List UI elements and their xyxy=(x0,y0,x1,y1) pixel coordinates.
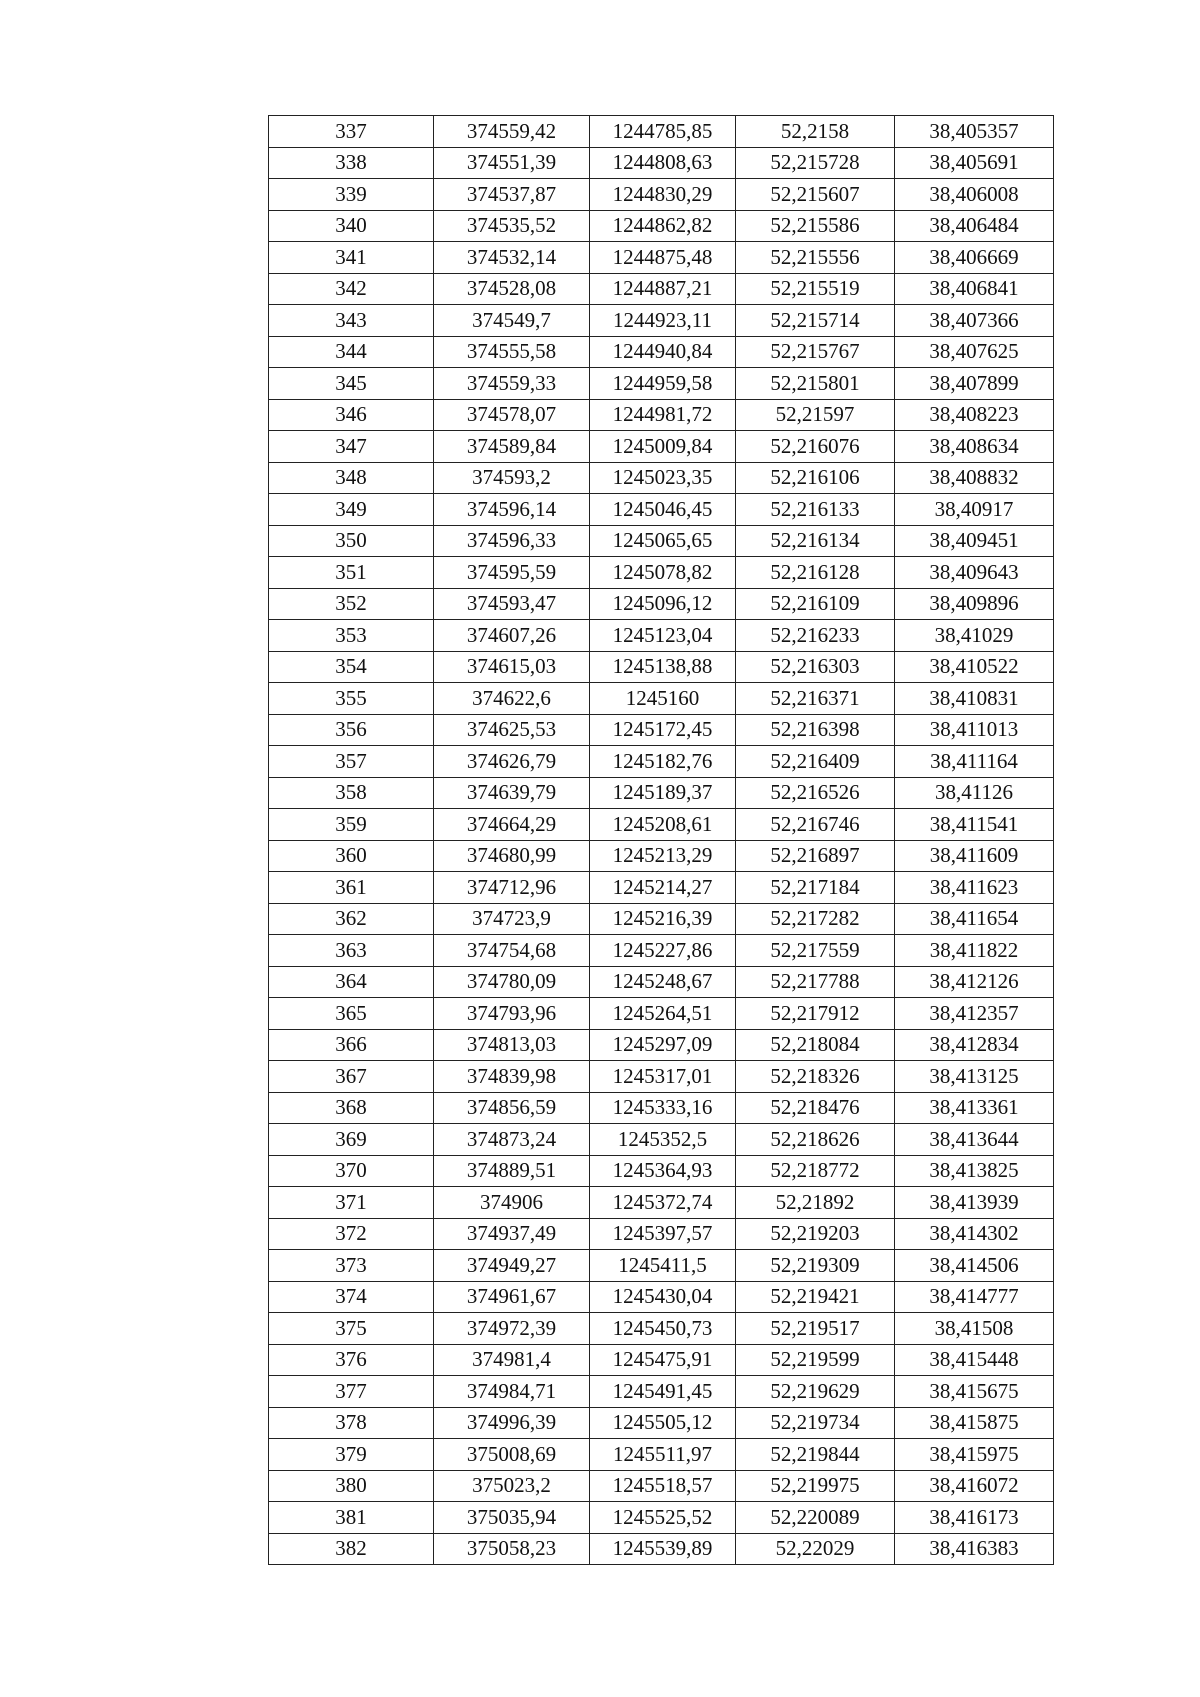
longitude-cell: 38,414777 xyxy=(895,1281,1054,1313)
point-number-cell: 345 xyxy=(269,368,434,400)
longitude-cell: 38,406841 xyxy=(895,273,1054,305)
latitude-cell: 52,217559 xyxy=(736,935,895,967)
longitude-cell: 38,411013 xyxy=(895,714,1054,746)
latitude-cell: 52,219629 xyxy=(736,1376,895,1408)
y-coordinate-cell: 1244875,48 xyxy=(590,242,736,274)
y-coordinate-cell: 1245539,89 xyxy=(590,1533,736,1565)
point-number-cell: 361 xyxy=(269,872,434,904)
point-number-cell: 349 xyxy=(269,494,434,526)
longitude-cell: 38,406008 xyxy=(895,179,1054,211)
x-coordinate-cell: 374639,79 xyxy=(434,777,590,809)
point-number-cell: 352 xyxy=(269,588,434,620)
x-coordinate-cell: 374949,27 xyxy=(434,1250,590,1282)
point-number-cell: 375 xyxy=(269,1313,434,1345)
y-coordinate-cell: 1245397,57 xyxy=(590,1218,736,1250)
latitude-cell: 52,219734 xyxy=(736,1407,895,1439)
point-number-cell: 379 xyxy=(269,1439,434,1471)
x-coordinate-cell: 374937,49 xyxy=(434,1218,590,1250)
point-number-cell: 377 xyxy=(269,1376,434,1408)
point-number-cell: 350 xyxy=(269,525,434,557)
latitude-cell: 52,215767 xyxy=(736,336,895,368)
longitude-cell: 38,406484 xyxy=(895,210,1054,242)
y-coordinate-cell: 1245172,45 xyxy=(590,714,736,746)
table-row xyxy=(269,305,1054,337)
x-coordinate-cell: 374723,9 xyxy=(434,903,590,935)
longitude-cell: 38,411654 xyxy=(895,903,1054,935)
table-row xyxy=(269,777,1054,809)
x-coordinate-cell: 374555,58 xyxy=(434,336,590,368)
longitude-cell: 38,414506 xyxy=(895,1250,1054,1282)
longitude-cell: 38,405691 xyxy=(895,147,1054,179)
longitude-cell: 38,41508 xyxy=(895,1313,1054,1345)
y-coordinate-cell: 1245525,52 xyxy=(590,1502,736,1534)
latitude-cell: 52,216233 xyxy=(736,620,895,652)
y-coordinate-cell: 1245138,88 xyxy=(590,651,736,683)
x-coordinate-cell: 374906 xyxy=(434,1187,590,1219)
table-row xyxy=(269,1439,1054,1471)
longitude-cell: 38,406669 xyxy=(895,242,1054,274)
point-number-cell: 372 xyxy=(269,1218,434,1250)
latitude-cell: 52,215519 xyxy=(736,273,895,305)
longitude-cell: 38,413125 xyxy=(895,1061,1054,1093)
latitude-cell: 52,219844 xyxy=(736,1439,895,1471)
y-coordinate-cell: 1245208,61 xyxy=(590,809,736,841)
x-coordinate-cell: 374535,52 xyxy=(434,210,590,242)
latitude-cell: 52,217184 xyxy=(736,872,895,904)
x-coordinate-cell: 375008,69 xyxy=(434,1439,590,1471)
latitude-cell: 52,216371 xyxy=(736,683,895,715)
latitude-cell: 52,218326 xyxy=(736,1061,895,1093)
longitude-cell: 38,415975 xyxy=(895,1439,1054,1471)
longitude-cell: 38,407366 xyxy=(895,305,1054,337)
x-coordinate-cell: 374551,39 xyxy=(434,147,590,179)
table-row xyxy=(269,1155,1054,1187)
x-coordinate-cell: 374595,59 xyxy=(434,557,590,589)
y-coordinate-cell: 1245160 xyxy=(590,683,736,715)
table-row xyxy=(269,116,1054,148)
x-coordinate-cell: 374780,09 xyxy=(434,966,590,998)
point-number-cell: 338 xyxy=(269,147,434,179)
table-row xyxy=(269,683,1054,715)
latitude-cell: 52,216303 xyxy=(736,651,895,683)
latitude-cell: 52,215728 xyxy=(736,147,895,179)
latitude-cell: 52,216106 xyxy=(736,462,895,494)
point-number-cell: 347 xyxy=(269,431,434,463)
table-row xyxy=(269,494,1054,526)
y-coordinate-cell: 1245518,57 xyxy=(590,1470,736,1502)
y-coordinate-cell: 1245214,27 xyxy=(590,872,736,904)
latitude-cell: 52,216134 xyxy=(736,525,895,557)
table-row xyxy=(269,399,1054,431)
table-row xyxy=(269,557,1054,589)
x-coordinate-cell: 374984,71 xyxy=(434,1376,590,1408)
x-coordinate-cell: 374889,51 xyxy=(434,1155,590,1187)
table-row xyxy=(269,368,1054,400)
x-coordinate-cell: 374839,98 xyxy=(434,1061,590,1093)
point-number-cell: 359 xyxy=(269,809,434,841)
coordinates-table-body xyxy=(269,116,1054,1565)
latitude-cell: 52,215801 xyxy=(736,368,895,400)
y-coordinate-cell: 1245009,84 xyxy=(590,431,736,463)
latitude-cell: 52,217912 xyxy=(736,998,895,1030)
longitude-cell: 38,413361 xyxy=(895,1092,1054,1124)
table-row xyxy=(269,903,1054,935)
longitude-cell: 38,416383 xyxy=(895,1533,1054,1565)
latitude-cell: 52,219599 xyxy=(736,1344,895,1376)
y-coordinate-cell: 1245248,67 xyxy=(590,966,736,998)
x-coordinate-cell: 374593,2 xyxy=(434,462,590,494)
latitude-cell: 52,216897 xyxy=(736,840,895,872)
longitude-cell: 38,411164 xyxy=(895,746,1054,778)
x-coordinate-cell: 374680,99 xyxy=(434,840,590,872)
table-row xyxy=(269,714,1054,746)
y-coordinate-cell: 1244940,84 xyxy=(590,336,736,368)
table-row xyxy=(269,1187,1054,1219)
table-row xyxy=(269,1092,1054,1124)
latitude-cell: 52,219203 xyxy=(736,1218,895,1250)
y-coordinate-cell: 1245216,39 xyxy=(590,903,736,935)
x-coordinate-cell: 374589,84 xyxy=(434,431,590,463)
longitude-cell: 38,411541 xyxy=(895,809,1054,841)
x-coordinate-cell: 374972,39 xyxy=(434,1313,590,1345)
point-number-cell: 368 xyxy=(269,1092,434,1124)
x-coordinate-cell: 374996,39 xyxy=(434,1407,590,1439)
latitude-cell: 52,215586 xyxy=(736,210,895,242)
latitude-cell: 52,216409 xyxy=(736,746,895,778)
longitude-cell: 38,41126 xyxy=(895,777,1054,809)
point-number-cell: 346 xyxy=(269,399,434,431)
table-row xyxy=(269,746,1054,778)
table-row xyxy=(269,1218,1054,1250)
table-row xyxy=(269,1533,1054,1565)
x-coordinate-cell: 375035,94 xyxy=(434,1502,590,1534)
latitude-cell: 52,215714 xyxy=(736,305,895,337)
x-coordinate-cell: 374532,14 xyxy=(434,242,590,274)
y-coordinate-cell: 1244830,29 xyxy=(590,179,736,211)
table-row xyxy=(269,242,1054,274)
longitude-cell: 38,412834 xyxy=(895,1029,1054,1061)
point-number-cell: 365 xyxy=(269,998,434,1030)
y-coordinate-cell: 1244959,58 xyxy=(590,368,736,400)
point-number-cell: 339 xyxy=(269,179,434,211)
table-row xyxy=(269,651,1054,683)
y-coordinate-cell: 1245227,86 xyxy=(590,935,736,967)
table-row xyxy=(269,1061,1054,1093)
table-row xyxy=(269,1281,1054,1313)
latitude-cell: 52,218084 xyxy=(736,1029,895,1061)
longitude-cell: 38,413939 xyxy=(895,1187,1054,1219)
latitude-cell: 52,216526 xyxy=(736,777,895,809)
x-coordinate-cell: 374981,4 xyxy=(434,1344,590,1376)
x-coordinate-cell: 374961,67 xyxy=(434,1281,590,1313)
longitude-cell: 38,407625 xyxy=(895,336,1054,368)
point-number-cell: 382 xyxy=(269,1533,434,1565)
point-number-cell: 363 xyxy=(269,935,434,967)
point-number-cell: 354 xyxy=(269,651,434,683)
latitude-cell: 52,216133 xyxy=(736,494,895,526)
table-row xyxy=(269,147,1054,179)
y-coordinate-cell: 1244981,72 xyxy=(590,399,736,431)
point-number-cell: 340 xyxy=(269,210,434,242)
latitude-cell: 52,217282 xyxy=(736,903,895,935)
table-row xyxy=(269,1407,1054,1439)
point-number-cell: 381 xyxy=(269,1502,434,1534)
x-coordinate-cell: 374793,96 xyxy=(434,998,590,1030)
y-coordinate-cell: 1244808,63 xyxy=(590,147,736,179)
x-coordinate-cell: 374664,29 xyxy=(434,809,590,841)
longitude-cell: 38,416173 xyxy=(895,1502,1054,1534)
x-coordinate-cell: 374622,6 xyxy=(434,683,590,715)
x-coordinate-cell: 374559,42 xyxy=(434,116,590,148)
x-coordinate-cell: 374559,33 xyxy=(434,368,590,400)
y-coordinate-cell: 1245511,97 xyxy=(590,1439,736,1471)
latitude-cell: 52,216076 xyxy=(736,431,895,463)
table-row xyxy=(269,1344,1054,1376)
y-coordinate-cell: 1245078,82 xyxy=(590,557,736,589)
point-number-cell: 357 xyxy=(269,746,434,778)
table-row xyxy=(269,1250,1054,1282)
y-coordinate-cell: 1245317,01 xyxy=(590,1061,736,1093)
point-number-cell: 348 xyxy=(269,462,434,494)
longitude-cell: 38,409643 xyxy=(895,557,1054,589)
table-row xyxy=(269,1470,1054,1502)
latitude-cell: 52,218626 xyxy=(736,1124,895,1156)
longitude-cell: 38,413825 xyxy=(895,1155,1054,1187)
table-row xyxy=(269,431,1054,463)
x-coordinate-cell: 374712,96 xyxy=(434,872,590,904)
latitude-cell: 52,219517 xyxy=(736,1313,895,1345)
table-row xyxy=(269,1124,1054,1156)
point-number-cell: 344 xyxy=(269,336,434,368)
latitude-cell: 52,219421 xyxy=(736,1281,895,1313)
point-number-cell: 378 xyxy=(269,1407,434,1439)
y-coordinate-cell: 1245372,74 xyxy=(590,1187,736,1219)
point-number-cell: 358 xyxy=(269,777,434,809)
longitude-cell: 38,408832 xyxy=(895,462,1054,494)
table-row xyxy=(269,588,1054,620)
x-coordinate-cell: 374615,03 xyxy=(434,651,590,683)
latitude-cell: 52,21892 xyxy=(736,1187,895,1219)
x-coordinate-cell: 374549,7 xyxy=(434,305,590,337)
x-coordinate-cell: 374593,47 xyxy=(434,588,590,620)
point-number-cell: 376 xyxy=(269,1344,434,1376)
y-coordinate-cell: 1245123,04 xyxy=(590,620,736,652)
x-coordinate-cell: 374528,08 xyxy=(434,273,590,305)
table-row xyxy=(269,462,1054,494)
table-row xyxy=(269,840,1054,872)
point-number-cell: 371 xyxy=(269,1187,434,1219)
y-coordinate-cell: 1245297,09 xyxy=(590,1029,736,1061)
longitude-cell: 38,412126 xyxy=(895,966,1054,998)
longitude-cell: 38,408223 xyxy=(895,399,1054,431)
point-number-cell: 356 xyxy=(269,714,434,746)
longitude-cell: 38,409451 xyxy=(895,525,1054,557)
table-row xyxy=(269,935,1054,967)
latitude-cell: 52,2158 xyxy=(736,116,895,148)
point-number-cell: 360 xyxy=(269,840,434,872)
table-row xyxy=(269,1376,1054,1408)
point-number-cell: 367 xyxy=(269,1061,434,1093)
y-coordinate-cell: 1245491,45 xyxy=(590,1376,736,1408)
point-number-cell: 380 xyxy=(269,1470,434,1502)
latitude-cell: 52,216128 xyxy=(736,557,895,589)
y-coordinate-cell: 1245352,5 xyxy=(590,1124,736,1156)
longitude-cell: 38,415675 xyxy=(895,1376,1054,1408)
point-number-cell: 342 xyxy=(269,273,434,305)
x-coordinate-cell: 375023,2 xyxy=(434,1470,590,1502)
y-coordinate-cell: 1245096,12 xyxy=(590,588,736,620)
point-number-cell: 366 xyxy=(269,1029,434,1061)
latitude-cell: 52,22029 xyxy=(736,1533,895,1565)
longitude-cell: 38,407899 xyxy=(895,368,1054,400)
table-row xyxy=(269,620,1054,652)
longitude-cell: 38,413644 xyxy=(895,1124,1054,1156)
x-coordinate-cell: 374856,59 xyxy=(434,1092,590,1124)
y-coordinate-cell: 1245364,93 xyxy=(590,1155,736,1187)
table-row xyxy=(269,1313,1054,1345)
longitude-cell: 38,411623 xyxy=(895,872,1054,904)
latitude-cell: 52,219309 xyxy=(736,1250,895,1282)
x-coordinate-cell: 374607,26 xyxy=(434,620,590,652)
y-coordinate-cell: 1245505,12 xyxy=(590,1407,736,1439)
table-row xyxy=(269,210,1054,242)
point-number-cell: 337 xyxy=(269,116,434,148)
table-row xyxy=(269,966,1054,998)
table-row xyxy=(269,1029,1054,1061)
y-coordinate-cell: 1244785,85 xyxy=(590,116,736,148)
latitude-cell: 52,220089 xyxy=(736,1502,895,1534)
y-coordinate-cell: 1245264,51 xyxy=(590,998,736,1030)
y-coordinate-cell: 1245023,35 xyxy=(590,462,736,494)
y-coordinate-cell: 1244887,21 xyxy=(590,273,736,305)
point-number-cell: 355 xyxy=(269,683,434,715)
y-coordinate-cell: 1245065,65 xyxy=(590,525,736,557)
longitude-cell: 38,41029 xyxy=(895,620,1054,652)
point-number-cell: 374 xyxy=(269,1281,434,1313)
y-coordinate-cell: 1244862,82 xyxy=(590,210,736,242)
point-number-cell: 369 xyxy=(269,1124,434,1156)
x-coordinate-cell: 375058,23 xyxy=(434,1533,590,1565)
y-coordinate-cell: 1245475,91 xyxy=(590,1344,736,1376)
x-coordinate-cell: 374625,53 xyxy=(434,714,590,746)
latitude-cell: 52,215556 xyxy=(736,242,895,274)
point-number-cell: 353 xyxy=(269,620,434,652)
latitude-cell: 52,218476 xyxy=(736,1092,895,1124)
y-coordinate-cell: 1244923,11 xyxy=(590,305,736,337)
longitude-cell: 38,411822 xyxy=(895,935,1054,967)
latitude-cell: 52,217788 xyxy=(736,966,895,998)
longitude-cell: 38,411609 xyxy=(895,840,1054,872)
table-row xyxy=(269,872,1054,904)
point-number-cell: 351 xyxy=(269,557,434,589)
longitude-cell: 38,415448 xyxy=(895,1344,1054,1376)
latitude-cell: 52,21597 xyxy=(736,399,895,431)
x-coordinate-cell: 374596,33 xyxy=(434,525,590,557)
point-number-cell: 364 xyxy=(269,966,434,998)
x-coordinate-cell: 374626,79 xyxy=(434,746,590,778)
point-number-cell: 341 xyxy=(269,242,434,274)
x-coordinate-cell: 374596,14 xyxy=(434,494,590,526)
longitude-cell: 38,410522 xyxy=(895,651,1054,683)
table-row xyxy=(269,273,1054,305)
latitude-cell: 52,216109 xyxy=(736,588,895,620)
longitude-cell: 38,414302 xyxy=(895,1218,1054,1250)
table-row xyxy=(269,1502,1054,1534)
latitude-cell: 52,219975 xyxy=(736,1470,895,1502)
table-row xyxy=(269,179,1054,211)
table-row xyxy=(269,809,1054,841)
x-coordinate-cell: 374537,87 xyxy=(434,179,590,211)
latitude-cell: 52,215607 xyxy=(736,179,895,211)
longitude-cell: 38,408634 xyxy=(895,431,1054,463)
longitude-cell: 38,412357 xyxy=(895,998,1054,1030)
coordinates-table xyxy=(268,115,1054,1565)
x-coordinate-cell: 374813,03 xyxy=(434,1029,590,1061)
longitude-cell: 38,416072 xyxy=(895,1470,1054,1502)
longitude-cell: 38,40917 xyxy=(895,494,1054,526)
y-coordinate-cell: 1245333,16 xyxy=(590,1092,736,1124)
table-row xyxy=(269,336,1054,368)
longitude-cell: 38,405357 xyxy=(895,116,1054,148)
y-coordinate-cell: 1245046,45 xyxy=(590,494,736,526)
point-number-cell: 370 xyxy=(269,1155,434,1187)
x-coordinate-cell: 374754,68 xyxy=(434,935,590,967)
point-number-cell: 373 xyxy=(269,1250,434,1282)
longitude-cell: 38,415875 xyxy=(895,1407,1054,1439)
table-row xyxy=(269,525,1054,557)
latitude-cell: 52,218772 xyxy=(736,1155,895,1187)
y-coordinate-cell: 1245213,29 xyxy=(590,840,736,872)
point-number-cell: 343 xyxy=(269,305,434,337)
y-coordinate-cell: 1245182,76 xyxy=(590,746,736,778)
x-coordinate-cell: 374578,07 xyxy=(434,399,590,431)
longitude-cell: 38,409896 xyxy=(895,588,1054,620)
longitude-cell: 38,410831 xyxy=(895,683,1054,715)
y-coordinate-cell: 1245430,04 xyxy=(590,1281,736,1313)
x-coordinate-cell: 374873,24 xyxy=(434,1124,590,1156)
y-coordinate-cell: 1245189,37 xyxy=(590,777,736,809)
table-row xyxy=(269,998,1054,1030)
latitude-cell: 52,216398 xyxy=(736,714,895,746)
y-coordinate-cell: 1245411,5 xyxy=(590,1250,736,1282)
latitude-cell: 52,216746 xyxy=(736,809,895,841)
y-coordinate-cell: 1245450,73 xyxy=(590,1313,736,1345)
point-number-cell: 362 xyxy=(269,903,434,935)
